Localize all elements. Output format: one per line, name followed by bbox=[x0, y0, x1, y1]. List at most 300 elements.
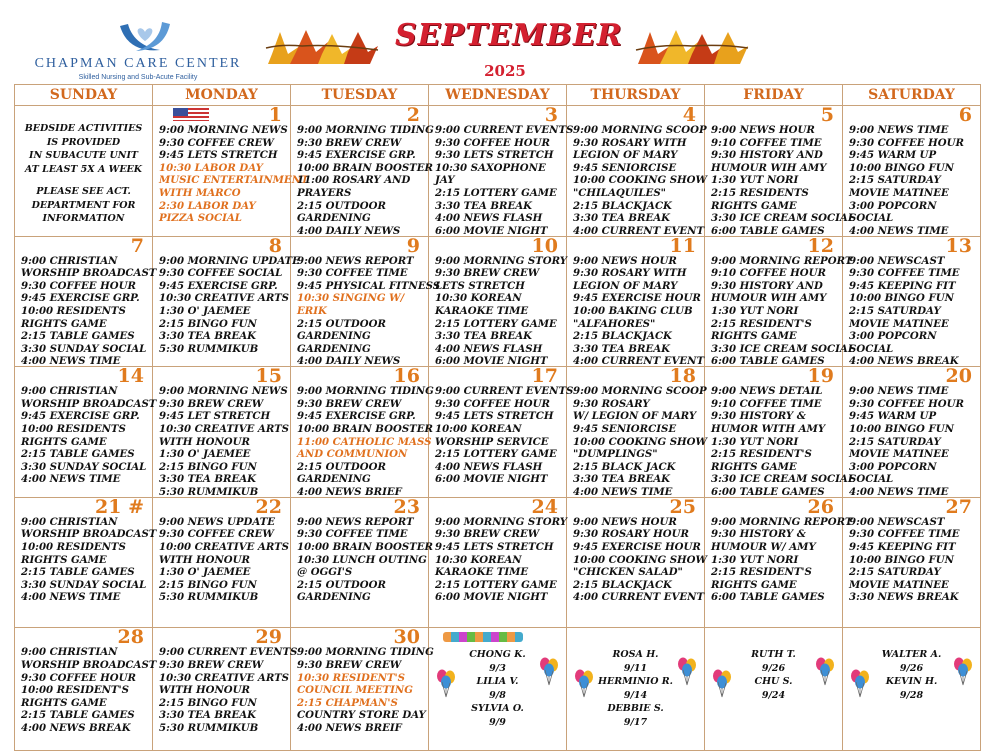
week-row bbox=[15, 497, 981, 628]
event-item: 4:00 NEWS TIME bbox=[573, 485, 673, 498]
day-cell bbox=[429, 236, 567, 367]
event-item: 9:30 ROSARY WITH bbox=[573, 267, 687, 280]
event-item: 3:30 ICE CREAM SOCIAL bbox=[711, 473, 855, 486]
note-line: IS PROVIDED bbox=[46, 136, 121, 148]
event-item: 2:15 LOTTERY GAME bbox=[435, 578, 557, 591]
event-item: MOVIE MATINEE bbox=[849, 317, 949, 330]
event-item: 6:00 TABLE GAMES bbox=[711, 485, 825, 498]
day-cell bbox=[153, 367, 291, 498]
event-item: 9:00 MORNING REPORT bbox=[711, 515, 853, 528]
event-item: 2:15 LOTTERY GAME bbox=[435, 186, 557, 199]
event-item: 9:45 WARM UP bbox=[849, 149, 937, 162]
event-list bbox=[297, 124, 434, 237]
event-item: 1:30 YUT NORI bbox=[711, 304, 799, 317]
event-item: 10:30 RESIDENT'S bbox=[297, 671, 405, 684]
event-item: 4:00 NEWS TIME bbox=[849, 485, 949, 498]
birthday-entry: 9/9 bbox=[489, 716, 506, 728]
day-cell bbox=[567, 497, 705, 628]
day-number: 28 bbox=[117, 626, 144, 649]
birthday-entry: RUTH T. bbox=[751, 649, 796, 661]
day-number: 9 bbox=[406, 234, 420, 257]
event-item: 4:00 NEWS FLASH bbox=[435, 212, 543, 225]
day-number: 18 bbox=[669, 365, 696, 388]
birthday-entry: CHU S. bbox=[754, 676, 793, 688]
event-item: 9:30 COFFEE TIME bbox=[297, 528, 408, 541]
event-item: 9:45 EXERCISE GRP. bbox=[159, 279, 278, 292]
event-list bbox=[573, 124, 707, 237]
event-item: GARDENING bbox=[297, 212, 371, 225]
event-item: 9:45 EXERCISE GRP. bbox=[21, 410, 140, 423]
event-item: 9:30 COFFEE SOCIAL bbox=[159, 267, 283, 280]
day-cell bbox=[429, 497, 567, 628]
event-item: 1:30 O' JAEMEE bbox=[159, 304, 251, 317]
event-item: 2:15 OUTDOOR bbox=[297, 460, 386, 473]
day-number: 2 bbox=[406, 104, 420, 126]
event-item: 3:30 TEA BREAK bbox=[435, 330, 532, 343]
event-list bbox=[21, 385, 157, 486]
event-item: 9:00 NEWS UPDATE bbox=[159, 515, 276, 528]
event-item: 10:00 CREATIVE ARTS bbox=[159, 540, 290, 553]
event-item: WITH HONOUR bbox=[159, 553, 250, 566]
event-item: RIGHTS GAME bbox=[21, 435, 107, 448]
event-item: 9:00 NEWS DETAIL bbox=[711, 385, 823, 398]
weekday-friday: FRIDAY bbox=[705, 85, 843, 106]
birthday-entry: 9/8 bbox=[489, 689, 506, 701]
day-number: 19 bbox=[807, 365, 834, 388]
event-item: 9:30 HISTORY & bbox=[711, 410, 806, 423]
event-item: WORSHIP BROADCAST bbox=[21, 528, 157, 541]
event-item: 2:15 BLACKJACK bbox=[573, 330, 672, 343]
event-list bbox=[435, 515, 568, 604]
event-item: 10:00 BRAIN BOOSTER bbox=[297, 161, 433, 174]
day-number: 24 bbox=[531, 495, 558, 518]
event-item: 10:00 COOKING SHOW bbox=[573, 174, 707, 187]
balloons-icon bbox=[573, 668, 595, 698]
event-item: 9:00 MORNING STORY bbox=[435, 254, 568, 267]
logo-title: CHAPMAN CARE CENTER bbox=[34, 56, 242, 71]
week-row bbox=[15, 236, 981, 367]
birthday-entry: KEVIN H. bbox=[885, 676, 938, 688]
birthday-entry: 9/28 bbox=[899, 689, 924, 701]
event-list bbox=[573, 385, 707, 498]
event-list bbox=[435, 385, 574, 486]
event-item: 4:00 NEWS BRIEF bbox=[297, 485, 402, 498]
birthday-entry: LILIA V. bbox=[476, 676, 519, 688]
event-item: 9:30 COFFEE HOUR bbox=[21, 279, 136, 292]
event-item: 9:00 MORNING SCOOP bbox=[573, 385, 707, 398]
event-item: MOVIE MATINEE bbox=[849, 448, 949, 461]
event-item: 9:30 BREW CREW bbox=[297, 658, 402, 671]
calendar-grid bbox=[14, 84, 981, 751]
event-item: 9:00 NEWS TIME bbox=[849, 124, 949, 136]
event-item: 9:45 LETS STRETCH bbox=[435, 540, 554, 553]
day-cell bbox=[15, 106, 153, 237]
event-item: 9:30 ROSARY WITH bbox=[573, 136, 687, 149]
event-item: 2:15 SATURDAY bbox=[849, 435, 941, 448]
day-cell bbox=[843, 367, 981, 498]
event-item: 2:15 TABLE GAMES bbox=[21, 448, 135, 461]
event-item: 9:00 CHRISTIAN bbox=[21, 254, 118, 267]
event-item: 9:45 EXERCISE GRP. bbox=[297, 149, 416, 162]
day-cell bbox=[429, 628, 567, 751]
event-item: 5:30 RUMMIKUB bbox=[159, 342, 259, 355]
event-list bbox=[849, 385, 976, 498]
event-item: 9:00 CURRENT EVENTS bbox=[435, 385, 574, 398]
day-cell bbox=[567, 367, 705, 498]
month-title: SEPTEMBER bbox=[395, 18, 623, 53]
event-item: 9:00 NEWS HOUR bbox=[573, 515, 677, 528]
day-cell bbox=[705, 234, 855, 368]
day-cell bbox=[153, 497, 291, 628]
birthday-banner bbox=[443, 632, 523, 642]
event-item: COUNCIL MEETING bbox=[297, 684, 413, 697]
day-cell bbox=[153, 234, 300, 367]
event-item: 9:00 CURRENT EVENTS bbox=[159, 646, 298, 659]
event-item: 4:00 CURRENT EVENT bbox=[573, 591, 705, 604]
birthday-entry: 9/3 bbox=[489, 662, 506, 674]
day-number: 12 bbox=[807, 234, 834, 257]
event-item: 4:00 NEWS FLASH bbox=[435, 342, 543, 355]
event-item: 9:45 SENIORCISE bbox=[573, 161, 677, 174]
event-item: AND COMMUNION bbox=[297, 448, 408, 461]
event-item: 10:00 RESIDENTS bbox=[21, 540, 126, 553]
event-item: 10:30 SINGING W/ bbox=[297, 292, 405, 305]
event-list bbox=[159, 646, 298, 734]
event-item: 10:00 KOREAN bbox=[435, 422, 522, 435]
day-number: 27 bbox=[945, 495, 972, 518]
event-item: 3:00 POPCORN bbox=[849, 330, 937, 343]
event-item: 9:30 ROSARY HOUR bbox=[573, 528, 689, 541]
event-item: 9:30 BREW CREW bbox=[435, 267, 540, 280]
day-cell bbox=[15, 495, 157, 628]
event-item: 2:15 OUTDOOR bbox=[297, 578, 386, 591]
day-cell bbox=[153, 104, 309, 237]
event-item: LEGION OF MARY bbox=[573, 149, 678, 162]
event-list bbox=[435, 124, 574, 237]
day-cell bbox=[705, 495, 853, 628]
event-item: 6:00 MOVIE NIGHT bbox=[435, 473, 548, 486]
event-list bbox=[711, 515, 853, 604]
birthday-entry: 9/17 bbox=[623, 716, 648, 728]
event-item: LEGION OF MARY bbox=[573, 279, 678, 292]
event-item: KARAOKE TIME bbox=[435, 566, 529, 579]
day-cell bbox=[843, 236, 981, 367]
event-item: 9:00 NEWS HOUR bbox=[573, 254, 677, 267]
event-item: 9:30 COFFEE HOUR bbox=[435, 397, 550, 410]
day-number: 20 bbox=[945, 365, 972, 388]
day-cell bbox=[15, 365, 157, 498]
event-item: 9:45 EXERCISE HOUR bbox=[573, 540, 701, 553]
event-item: 3:30 TEA BREAK bbox=[159, 330, 256, 343]
event-item: 9:45 PHYSICAL FITNESS bbox=[297, 279, 441, 292]
day-number: 30 bbox=[393, 626, 420, 649]
note-gap bbox=[23, 176, 144, 185]
event-list bbox=[21, 254, 157, 368]
event-item: 2:15 BLACKJACK bbox=[573, 578, 672, 591]
day-number: 25 bbox=[669, 495, 696, 518]
event-item: 9:00 MORNING NEWS bbox=[159, 124, 288, 136]
event-list bbox=[21, 646, 157, 734]
event-item: 10:00 COOKING SHOW bbox=[573, 435, 707, 448]
event-item: 9:00 CURRENT EVENTS bbox=[435, 124, 574, 136]
event-item: WORSHIP SERVICE bbox=[435, 435, 549, 448]
event-item: 9:30 HISTORY AND bbox=[711, 279, 823, 292]
event-item: 9:10 COFFEE TIME bbox=[711, 136, 822, 149]
day-cell bbox=[843, 497, 981, 628]
event-list bbox=[435, 254, 568, 368]
event-item: 10:30 CREATIVE ARTS bbox=[159, 422, 290, 435]
event-item: 10:00 BRAIN BOOSTER bbox=[297, 422, 433, 435]
event-item: 10:00 BINGO FUN bbox=[849, 292, 954, 305]
event-item: 1:30 YUT NORI bbox=[711, 553, 799, 566]
event-item: @ OGGI'S bbox=[297, 566, 353, 579]
note-line: PLEASE SEE ACT. bbox=[36, 186, 131, 197]
event-item: 4:00 NEWS BREAK bbox=[21, 721, 131, 734]
autumn-leaves-icon bbox=[262, 24, 382, 68]
day-cell bbox=[567, 106, 705, 237]
event-list bbox=[159, 124, 309, 225]
weekday-header-row bbox=[15, 85, 981, 106]
event-item: 9:30 BREW CREW bbox=[297, 397, 402, 410]
event-item: MUSIC ENTERTAINMENT bbox=[159, 174, 309, 187]
birthday-entry: 9/26 bbox=[899, 662, 924, 674]
event-item: SOCIAL bbox=[849, 473, 894, 486]
event-item: 9:00 NEWS REPORT bbox=[297, 515, 414, 528]
event-item: WITH HONOUR bbox=[159, 684, 250, 697]
event-item: 2:15 BINGO FUN bbox=[159, 696, 257, 709]
note-line: IN SUBACUTE UNIT bbox=[29, 150, 138, 161]
event-item: 2:15 LOTTERY GAME bbox=[435, 317, 557, 330]
flag-icon bbox=[173, 108, 209, 121]
day-cell bbox=[705, 628, 843, 751]
day-cell bbox=[291, 104, 434, 237]
event-item: 2:15 LOTTERY GAME bbox=[435, 448, 557, 461]
event-item: 2:15 TABLE GAMES bbox=[21, 330, 135, 343]
event-item: 9:00 MORNING REPORT bbox=[711, 254, 853, 267]
event-item: 9:00 NEWSCAST bbox=[849, 515, 945, 528]
event-item: W/ LEGION OF MARY bbox=[573, 410, 697, 423]
event-item: RIGHTS GAME bbox=[21, 553, 107, 566]
event-item: RIGHTS GAME bbox=[21, 317, 107, 330]
event-item: RIGHTS GAME bbox=[711, 460, 797, 473]
event-item: 4:00 NEWS FLASH bbox=[435, 460, 543, 473]
day-number: 6 bbox=[958, 104, 972, 126]
event-list bbox=[297, 646, 434, 734]
event-item: 9:30 LETS STRETCH bbox=[435, 149, 554, 162]
event-item: 4:00 DAILY NEWS bbox=[297, 224, 401, 237]
event-item: 3:30 NEWS BREAK bbox=[849, 591, 959, 604]
event-item: 10:00 BRAIN BOOSTER bbox=[297, 540, 433, 553]
day-cell bbox=[567, 628, 705, 751]
event-item: 10:30 KOREAN bbox=[435, 553, 522, 566]
day-number: 26 bbox=[807, 495, 834, 518]
event-item: 3:30 SUNDAY SOCIAL bbox=[21, 578, 147, 591]
event-item: 5:30 RUMMIKUB bbox=[159, 591, 259, 604]
event-item: 10:30 LABOR DAY bbox=[159, 161, 263, 174]
weekday-tuesday: TUESDAY bbox=[291, 85, 429, 106]
event-item: 10:00 BINGO FUN bbox=[849, 161, 954, 174]
day-number: 15 bbox=[255, 365, 282, 388]
event-item: GARDENING bbox=[297, 591, 371, 604]
week-row bbox=[15, 367, 981, 498]
event-item: "DUMPLINGS" bbox=[573, 448, 658, 461]
balloons-icon bbox=[849, 668, 871, 698]
event-list bbox=[849, 124, 976, 237]
event-item: 2:15 BLACKJACK bbox=[573, 199, 672, 212]
event-item: 2:15 OUTDOOR bbox=[297, 317, 386, 330]
event-item: 9:30 HISTORY AND bbox=[711, 149, 823, 162]
weekday-saturday: SATURDAY bbox=[843, 85, 981, 106]
event-item: 5:30 RUMMIKUB bbox=[159, 485, 259, 498]
event-item: 4:00 NEWS BREAK bbox=[849, 355, 959, 368]
event-item: 9:00 CHRISTIAN bbox=[21, 385, 118, 398]
event-item: 2:15 BLACK JACK bbox=[573, 460, 676, 473]
event-item: 3:30 TEA BREAK bbox=[159, 473, 256, 486]
event-item: 10:30 LUNCH OUTING bbox=[297, 553, 427, 566]
event-item: 5:30 RUMMIKUB bbox=[159, 721, 259, 734]
event-item: 9:00 NEWSCAST bbox=[849, 254, 945, 267]
event-item: 1:30 O' JAEMEE bbox=[159, 566, 251, 579]
event-item: 9:00 MORNING TIDING bbox=[297, 385, 434, 398]
event-list bbox=[711, 254, 855, 368]
event-item: 9:00 MORNING STORY bbox=[435, 515, 568, 528]
event-item: 2:15 SATURDAY bbox=[849, 174, 941, 187]
event-item: 3:30 TEA BREAK bbox=[435, 199, 532, 212]
event-item: 9:00 CHRISTIAN bbox=[21, 646, 118, 659]
balloons-icon bbox=[538, 656, 560, 686]
event-item: 10:00 RESIDENTS bbox=[21, 304, 126, 317]
event-item: 11:00 CATHOLIC MASS bbox=[297, 435, 432, 448]
event-item: 9:00 MORNING TIDING bbox=[297, 124, 434, 136]
event-item: 9:30 BREW CREW bbox=[435, 528, 540, 541]
event-list bbox=[297, 385, 434, 498]
birthday-entry: HERMINIO R. bbox=[598, 676, 673, 688]
event-item: GARDENING bbox=[297, 473, 371, 486]
event-item: 3:00 POPCORN bbox=[849, 199, 937, 212]
note-line: BEDSIDE ACTIVITIES bbox=[24, 123, 143, 134]
event-item: 1:30 YUT NORI bbox=[711, 435, 799, 448]
birthday-entry: 9/14 bbox=[623, 689, 648, 701]
event-item: 9:30 COFFEE TIME bbox=[297, 267, 408, 280]
event-item: 9:00 MORNING TIDING bbox=[297, 646, 434, 659]
event-item: 4:00 CURRENT EVENT bbox=[573, 224, 705, 237]
event-item: SOCIAL bbox=[849, 342, 894, 355]
day-number: 8 bbox=[268, 234, 282, 257]
event-item: 9:45 EXERCISE GRP. bbox=[297, 410, 416, 423]
event-item: 9:30 BREW CREW bbox=[159, 397, 264, 410]
event-item: 3:30 SUNDAY SOCIAL bbox=[21, 460, 147, 473]
event-item: "CHILAQUILES" bbox=[573, 186, 666, 199]
autumn-leaves-icon bbox=[632, 24, 752, 68]
event-item: HUMOUR WIH AMY bbox=[711, 292, 827, 305]
event-item: 10:00 RESIDENT'S bbox=[21, 684, 129, 697]
event-item: 9:30 COFFEE TIME bbox=[849, 528, 960, 541]
event-item: 9:00 MORNING SCOOP bbox=[573, 124, 707, 136]
event-item: 10:00 BAKING CLUB bbox=[573, 304, 693, 317]
birthday-entry: 9/26 bbox=[761, 662, 786, 674]
day-number: 22 bbox=[255, 495, 282, 518]
event-item: 9:30 COFFEE HOUR bbox=[849, 136, 964, 149]
event-item: ERIK bbox=[297, 304, 327, 317]
event-item: RIGHTS GAME bbox=[21, 696, 107, 709]
event-item: 9:45 EXERCISE GRP. bbox=[21, 292, 140, 305]
day-cell bbox=[843, 106, 981, 237]
balloons-icon bbox=[435, 668, 457, 698]
event-item: 9:00 CHRISTIAN bbox=[21, 515, 118, 528]
day-number: 29 bbox=[255, 626, 282, 649]
event-item: 3:30 TEA BREAK bbox=[159, 709, 256, 722]
balloons-icon bbox=[676, 656, 698, 686]
event-item: 9:30 COFFEE TIME bbox=[849, 267, 960, 280]
event-item: 2:15 RESIDENT'S bbox=[711, 566, 812, 579]
event-item: WITH HONOUR bbox=[159, 435, 250, 448]
event-item: JAY bbox=[435, 174, 455, 187]
event-item: 2:15 TABLE GAMES bbox=[21, 566, 135, 579]
event-item: 2:15 BINGO FUN bbox=[159, 317, 257, 330]
event-item: PRAYERS bbox=[297, 186, 352, 199]
day-number: 11 bbox=[669, 234, 696, 257]
event-item: 2:15 BINGO FUN bbox=[159, 460, 257, 473]
day-cell bbox=[15, 234, 157, 368]
event-item: 4:00 NEWS TIME bbox=[21, 355, 121, 368]
day-number: 1 bbox=[268, 104, 282, 126]
event-list bbox=[711, 124, 855, 237]
heart-hands-logo-icon bbox=[116, 18, 174, 54]
event-item: LETS STRETCH bbox=[435, 279, 525, 292]
event-item: 9:10 COFFEE TIME bbox=[711, 397, 822, 410]
event-item: 9:45 KEEPING FIT bbox=[849, 279, 956, 292]
day-number: 14 bbox=[117, 365, 144, 388]
event-list bbox=[573, 515, 707, 604]
event-item: 3:30 TEA BREAK bbox=[573, 212, 670, 225]
event-item: 2:15 OUTDOOR bbox=[297, 199, 386, 212]
event-list bbox=[159, 254, 300, 356]
event-item: 6:00 TABLE GAMES bbox=[711, 591, 825, 604]
event-item: 9:00 NEWS REPORT bbox=[297, 254, 414, 267]
event-item: 9:45 LETS STRETCH bbox=[159, 149, 278, 162]
event-item: 10:00 BINGO FUN bbox=[849, 553, 954, 566]
event-item: 9:45 WARM UP bbox=[849, 410, 937, 423]
event-item: 9:00 NEWS TIME bbox=[849, 385, 949, 398]
day-cell bbox=[705, 104, 855, 237]
bedside-activities-note bbox=[23, 122, 144, 226]
event-item: 9:45 LET STRETCH bbox=[159, 410, 271, 423]
event-item: 2:15 RESIDENTS bbox=[711, 186, 809, 199]
event-item: 3:30 ICE CREAM SOCIAL bbox=[711, 342, 855, 355]
event-item: 3:30 ICE CREAM SOCIAL bbox=[711, 212, 855, 225]
day-cell bbox=[705, 365, 855, 498]
event-item: 11:00 ROSARY AND bbox=[297, 174, 411, 187]
day-number: 7 bbox=[130, 234, 144, 257]
event-item: KARAOKE TIME bbox=[435, 304, 529, 317]
event-item: 9:30 BREW CREW bbox=[159, 658, 264, 671]
event-item: 3:00 POPCORN bbox=[849, 460, 937, 473]
logo-subtitle: Skilled Nursing and Sub-Acute Facility bbox=[78, 74, 198, 81]
birthday-entry: SYLVIA O. bbox=[471, 703, 524, 715]
event-item: RIGHTS GAME bbox=[711, 578, 797, 591]
day-number: 10 bbox=[531, 234, 558, 257]
event-item: 2:15 TABLE GAMES bbox=[21, 709, 135, 722]
event-item: GARDENING bbox=[297, 342, 371, 355]
event-item: 9:30 ROSARY bbox=[573, 397, 650, 410]
day-cell bbox=[291, 626, 434, 751]
event-item: 6:00 MOVIE NIGHT bbox=[435, 224, 548, 237]
day-cell bbox=[843, 628, 981, 751]
event-list bbox=[573, 254, 705, 368]
year-title: 2025 bbox=[484, 62, 526, 80]
event-list bbox=[849, 516, 976, 604]
event-item: GARDENING bbox=[297, 330, 371, 343]
